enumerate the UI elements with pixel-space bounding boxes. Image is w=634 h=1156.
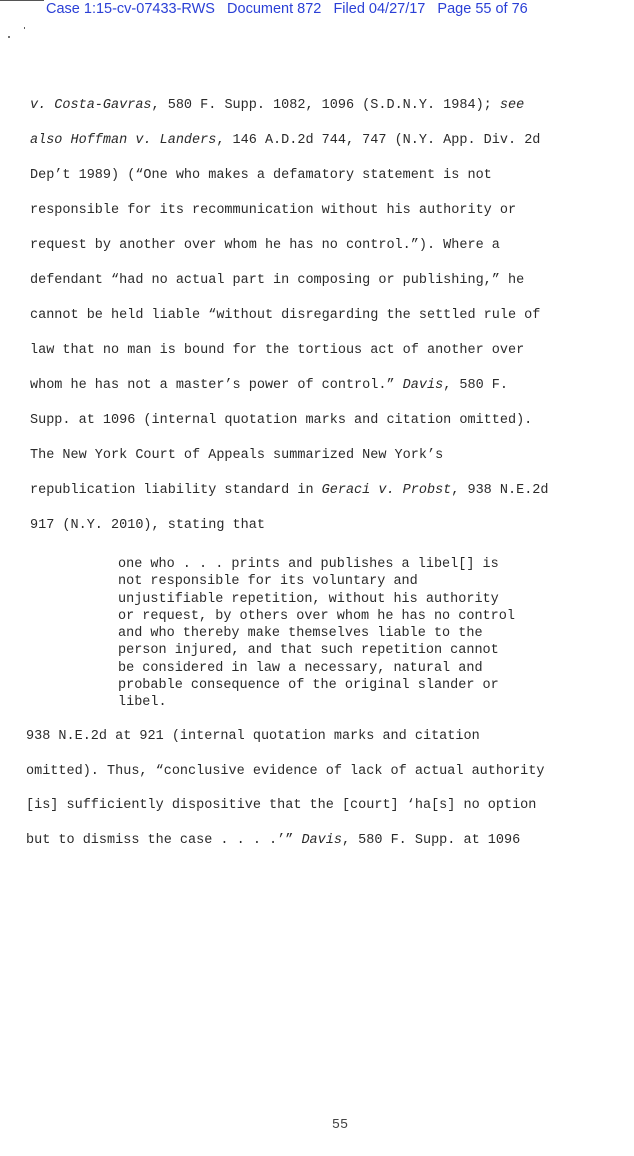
text-segment: , 146 A.D.2d 744, 747 (N.Y. App. Div. 2d: [216, 133, 541, 148]
text-segment: , 580 F.: [443, 378, 508, 393]
text-line: [30, 133, 540, 149]
text-segment: but to dismiss the case . . . .’”: [26, 833, 302, 848]
case-header-stamp: Case 1:15-cv-07433-RWS Document 872 Filed 04/27/17 Page 55 of 76: [46, 1, 528, 17]
scan-speck: [24, 27, 25, 29]
text-line: [30, 518, 265, 534]
italic-citation: Geraci v. Probst: [321, 483, 452, 498]
text-segment: omitted). Thus, “conclusive evidence of lack of actual authority: [26, 764, 545, 779]
text-line: [30, 413, 532, 429]
text-line: [30, 98, 524, 114]
quote-line: be considered in law a necessary, natural and: [118, 660, 483, 676]
text-line: [26, 764, 544, 780]
quote-line: and who thereby make themselves liable to the: [118, 626, 483, 642]
text-segment: cannot be held liable “without disregarding the settled rule of: [30, 308, 541, 323]
text-line: [26, 798, 536, 814]
quote-line: not responsible for its voluntary and: [118, 574, 418, 590]
text-line: [30, 343, 524, 359]
text-segment: The New York Court of Appeals summarized New York’s: [30, 448, 444, 463]
quote-line: probable consequence of the original slander or: [118, 678, 499, 694]
quote-line: person injured, and that such repetition cannot: [118, 643, 499, 659]
italic-citation: also Hoffman v. Landers: [30, 133, 217, 148]
text-segment: 917 (N.Y. 2010), stating that: [30, 518, 265, 533]
text-segment: defendant “had no actual part in composing or publishing,” he: [30, 273, 525, 288]
text-segment: responsible for its recommunication without his authority or: [30, 203, 517, 218]
italic-citation: Davis: [301, 833, 342, 848]
quote-line: one who . . . prints and publishes a libel[] is: [118, 557, 499, 572]
page-number: 55: [331, 1118, 349, 1133]
text-segment: , 938 N.E.2d: [451, 483, 549, 498]
text-segment: Supp. at 1096 (internal quotation marks and citation omitted).: [30, 413, 533, 428]
header-rule: [0, 0, 44, 1]
text-line: [30, 483, 549, 499]
quote-line: libel.: [118, 695, 167, 711]
text-segment: [is] sufficiently dispositive that the [court] ‘ha[s] no option: [26, 798, 537, 813]
text-line: [30, 203, 516, 219]
text-segment: republication liability standard in: [30, 483, 322, 498]
text-line: [30, 378, 508, 394]
italic-citation: see: [499, 98, 525, 113]
block-quote: [118, 556, 515, 712]
scan-speck: [8, 36, 10, 38]
text-line: [30, 448, 443, 464]
quote-line: unjustifiable repetition, without his authority: [118, 591, 499, 607]
italic-citation: v. Costa-Gavras: [30, 98, 152, 113]
text-line: [30, 238, 500, 254]
text-line: [30, 273, 524, 289]
text-segment: whom he has not a master’s power of control.”: [30, 378, 403, 393]
quote-line: or request, by others over whom he has no control: [118, 608, 515, 624]
text-segment: 938 N.E.2d at 921 (internal quotation marks and citation: [26, 729, 480, 744]
italic-citation: Davis: [402, 378, 444, 393]
text-segment: request by another over whom he has no control.”). Where a: [30, 238, 500, 253]
text-line: [26, 729, 480, 745]
text-line: [30, 168, 492, 184]
text-segment: , 580 F. Supp. at 1096: [341, 833, 521, 848]
text-segment: , 580 F. Supp. 1082, 1096 (S.D.N.Y. 1984);: [151, 98, 500, 113]
text-line: [30, 308, 540, 324]
text-segment: law that no man is bound for the tortious act of another over: [30, 343, 525, 358]
text-segment: Dep’t 1989) (“One who makes a defamatory statement is not: [30, 168, 492, 183]
text-line: [26, 833, 520, 849]
